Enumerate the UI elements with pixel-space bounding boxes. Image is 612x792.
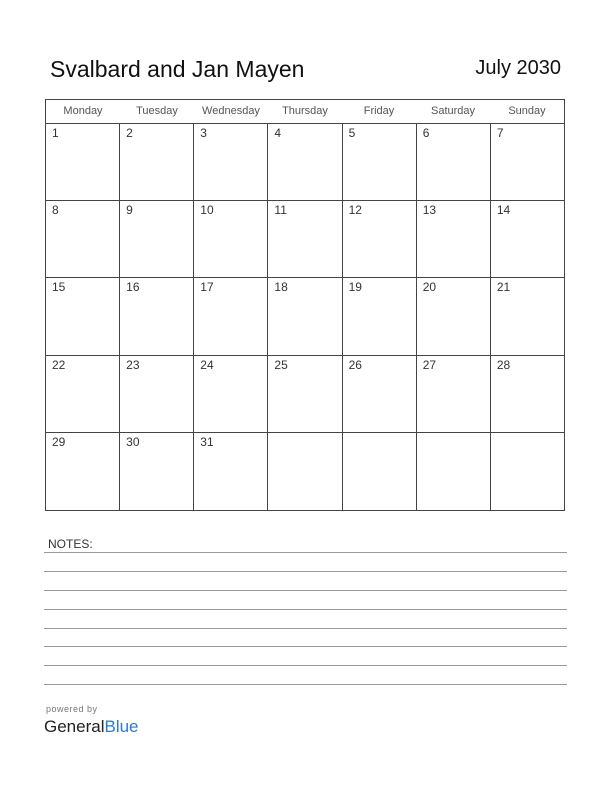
day-cell — [417, 201, 491, 278]
weekday-friday: Friday — [363, 105, 395, 117]
day-number: 21 — [496, 280, 511, 295]
day-number: 5 — [348, 126, 356, 140]
notes-line — [44, 571, 567, 572]
day-number: 24 — [200, 357, 214, 372]
day-cell — [194, 433, 268, 510]
day-cell — [417, 356, 491, 433]
day-cell — [491, 433, 564, 510]
day-number: 20 — [422, 280, 437, 295]
brand-name-part1: General — [44, 717, 105, 736]
notes-line — [44, 665, 567, 666]
day-cell — [491, 356, 564, 433]
brand-name-part2: Blue — [104, 717, 139, 736]
day-cell — [417, 433, 491, 510]
day-cell — [194, 356, 268, 433]
day-number: 3 — [200, 126, 207, 140]
day-cell — [194, 201, 268, 278]
day-cell — [343, 356, 417, 433]
notes-line — [44, 590, 567, 591]
day-cell — [194, 278, 268, 355]
weekday-monday: Monday — [63, 105, 103, 117]
calendar-days — [46, 124, 564, 510]
day-number: 18 — [274, 280, 288, 295]
day-number: 12 — [348, 203, 362, 218]
day-number: 7 — [496, 126, 504, 140]
day-cell — [194, 124, 268, 201]
day-cell — [268, 124, 342, 201]
calendar-week-1 — [46, 124, 564, 201]
day-number: 29 — [52, 434, 66, 449]
day-cell — [343, 433, 417, 510]
day-number: 2 — [126, 126, 133, 140]
day-cell — [268, 356, 342, 433]
day-cell — [268, 278, 342, 355]
calendar-month: July 2030 — [475, 57, 561, 79]
day-cell — [417, 278, 491, 355]
day-cell — [120, 278, 194, 355]
day-cell — [120, 124, 194, 201]
weekday-sunday: Sunday — [508, 105, 546, 117]
day-cell — [46, 278, 120, 355]
day-cell — [491, 201, 564, 278]
day-cell — [46, 433, 120, 510]
weekday-thursday: Thursday — [282, 105, 328, 117]
calendar-title: Svalbard and Jan Mayen — [50, 56, 305, 82]
notes-line — [44, 628, 567, 629]
notes-line — [44, 684, 567, 685]
notes-label: NOTES: — [48, 537, 93, 551]
weekday-wednesday: Wednesday — [202, 105, 260, 117]
day-number: 26 — [348, 357, 362, 372]
weekday-saturday: Saturday — [430, 105, 476, 117]
day-number: 16 — [126, 280, 140, 295]
day-number: 8 — [52, 203, 59, 218]
day-number: 13 — [422, 203, 437, 218]
day-cell — [120, 433, 194, 510]
day-cell — [46, 124, 120, 201]
calendar-week-5 — [46, 433, 564, 510]
powered-by-text: powered by — [46, 704, 98, 714]
day-cell — [120, 356, 194, 433]
day-cell — [268, 433, 342, 510]
calendar-week-2 — [46, 201, 564, 278]
day-cell — [491, 124, 564, 201]
day-cell — [491, 278, 564, 355]
day-cell — [343, 124, 417, 201]
day-number: 23 — [126, 357, 140, 372]
day-number: 27 — [422, 357, 437, 372]
day-number: 4 — [274, 126, 282, 140]
day-cell — [417, 124, 491, 201]
day-number: 9 — [126, 203, 133, 218]
day-number: 1 — [52, 126, 59, 140]
day-number: 11 — [274, 203, 287, 218]
day-number: 28 — [496, 357, 511, 372]
day-number: 31 — [200, 434, 214, 449]
day-number: 6 — [422, 126, 430, 140]
calendar-grid — [45, 99, 565, 511]
day-number: 19 — [348, 280, 362, 295]
day-cell — [343, 201, 417, 278]
calendar-week-3 — [46, 278, 564, 355]
day-number: 22 — [52, 357, 66, 372]
day-cell — [46, 201, 120, 278]
weekday-tuesday: Tuesday — [136, 105, 178, 117]
weekday-header-row — [46, 100, 564, 124]
day-cell — [46, 356, 120, 433]
notes-line — [44, 609, 567, 610]
day-number: 17 — [200, 280, 214, 295]
day-number: 15 — [52, 280, 66, 295]
day-cell — [120, 201, 194, 278]
day-number: 10 — [200, 203, 214, 218]
notes-line — [44, 552, 567, 553]
generalblue-logo — [44, 717, 139, 737]
day-number: 25 — [274, 357, 288, 372]
day-cell — [268, 201, 342, 278]
day-number: 14 — [496, 203, 511, 218]
calendar-week-4 — [46, 356, 564, 433]
notes-line — [44, 646, 567, 647]
day-number: 30 — [126, 434, 140, 449]
day-cell — [343, 278, 417, 355]
